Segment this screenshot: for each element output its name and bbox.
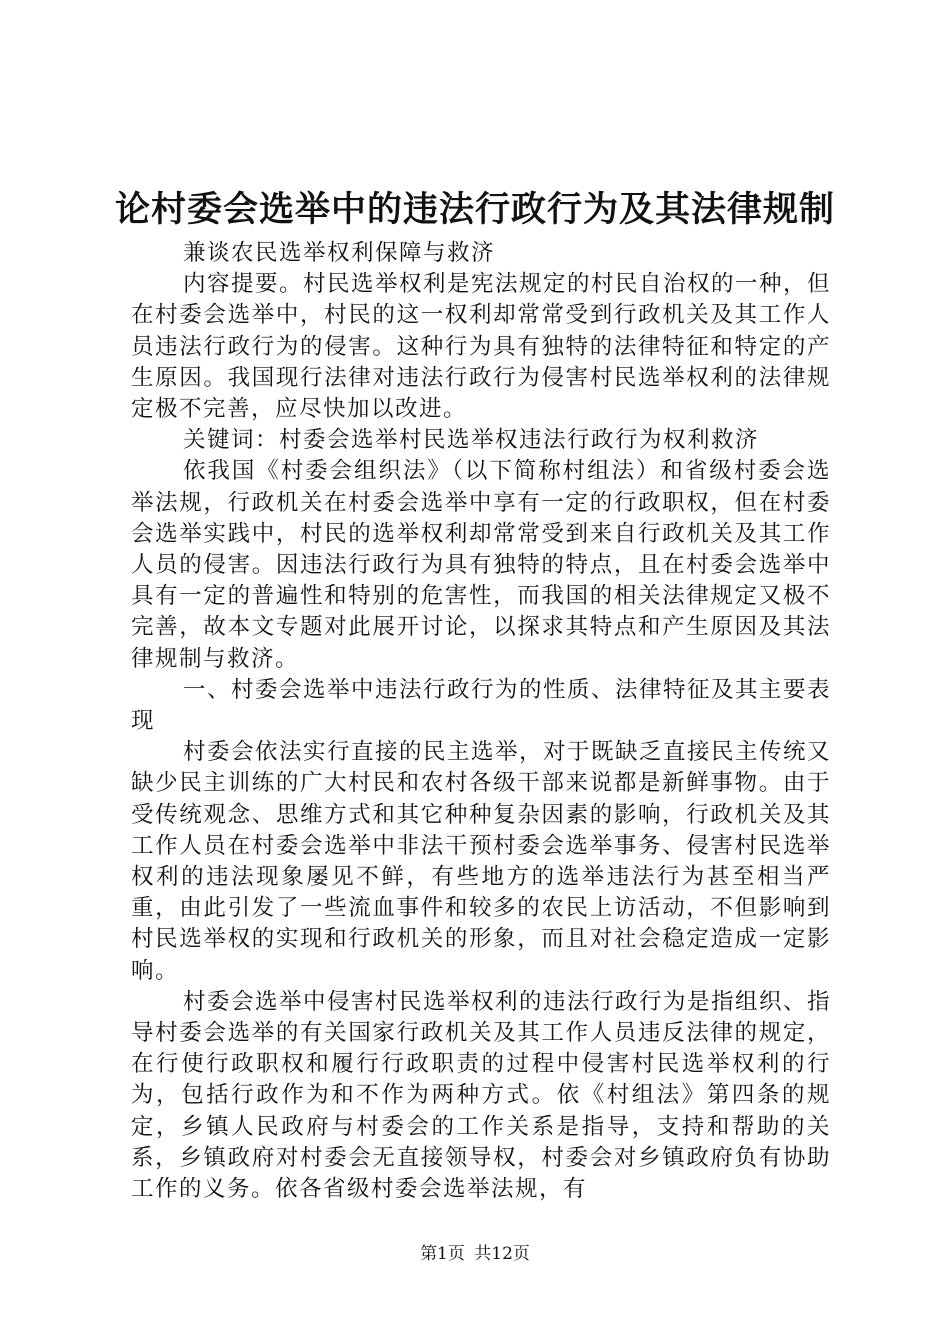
section-heading: 一、村委会选举中违法行政行为的性质、法律特征及其主要表现 (131, 676, 832, 735)
keywords-paragraph: 关键词：村委会选举村民选举权违法行政行为权利救济 (183, 427, 760, 454)
document-title: 论村委会选举中的违法行政行为及其法律规制 (114, 190, 835, 230)
document-body (131, 238, 831, 1205)
page-total: 共12页 (474, 1244, 530, 1264)
intro-paragraph: 依我国《村委会组织法》（以下简称村组法）和省级村委会选举法规，行政机关在村委会选举中享有一定的行政职权，但在村委会选举实践中，村民的选举权利却常常受到来自行政机关及其工作人员的侵害。因违法行政行为具有独特的特点，且在村委会选举中具有一定的普遍性和特别的危害性，而我国的相关法律规定又极不完善，故本文专题对此展开讨论，以探求其特点和产生原因及其法律规制与救济。 (131, 458, 831, 672)
body-paragraph: 村委会选举中侵害村民选举权利的违法行政行为是指组织、指导村委会选举的有关国家行政机关及其工作人员违反法律的规定，在行使行政职权和履行行政职责的过程中侵害村民选举权利的行为，包括行政作为和不作为两种方式。依《村组法》第四条的规定，乡镇人民政府与村委会的工作关系是指导，支持和帮助的关系，乡镇政府对村委会无直接领导权，村委会对乡镇政府负有协助工作的义务。依各省级村委会选举法规，有 (131, 988, 832, 1203)
page-number: 第1页 (420, 1244, 465, 1264)
subtitle-paragraph: 兼谈农民选举权利保障与救济 (183, 240, 496, 266)
abstract-paragraph: 内容提要。村民选举权利是宪法规定的村民自治权的一种，但在村委会选举中，村民的这一权利却常常受到行政机关及其工作人员违法行政行为的侵害。这种行为具有独特的法律特征和特定的产生原因。我国现行法律对违法行政行为侵害村民选举权利的法律规定极不完善，应尽快加以改进。 (131, 271, 832, 423)
body-paragraph: 村委会依法实行直接的民主选举，对于既缺乏直接民主传统又缺少民主训练的广大村民和农村各级干部来说都是新鲜事物。由于受传统观念、思维方式和其它种种复杂因素的影响，行政机关及其工作人员在村委会选举中非法干预村委会选举事务、侵害村民选举权利的违法现象屡见不鲜，有些地方的选举违法行为甚至相当严重，由此引发了一些流血事件和较多的农民上访活动，不但影响到村民选举权的实现和行政机关的形象，而且对社会稳定造成一定影响。 (131, 739, 832, 984)
page-footer (0, 1243, 950, 1265)
